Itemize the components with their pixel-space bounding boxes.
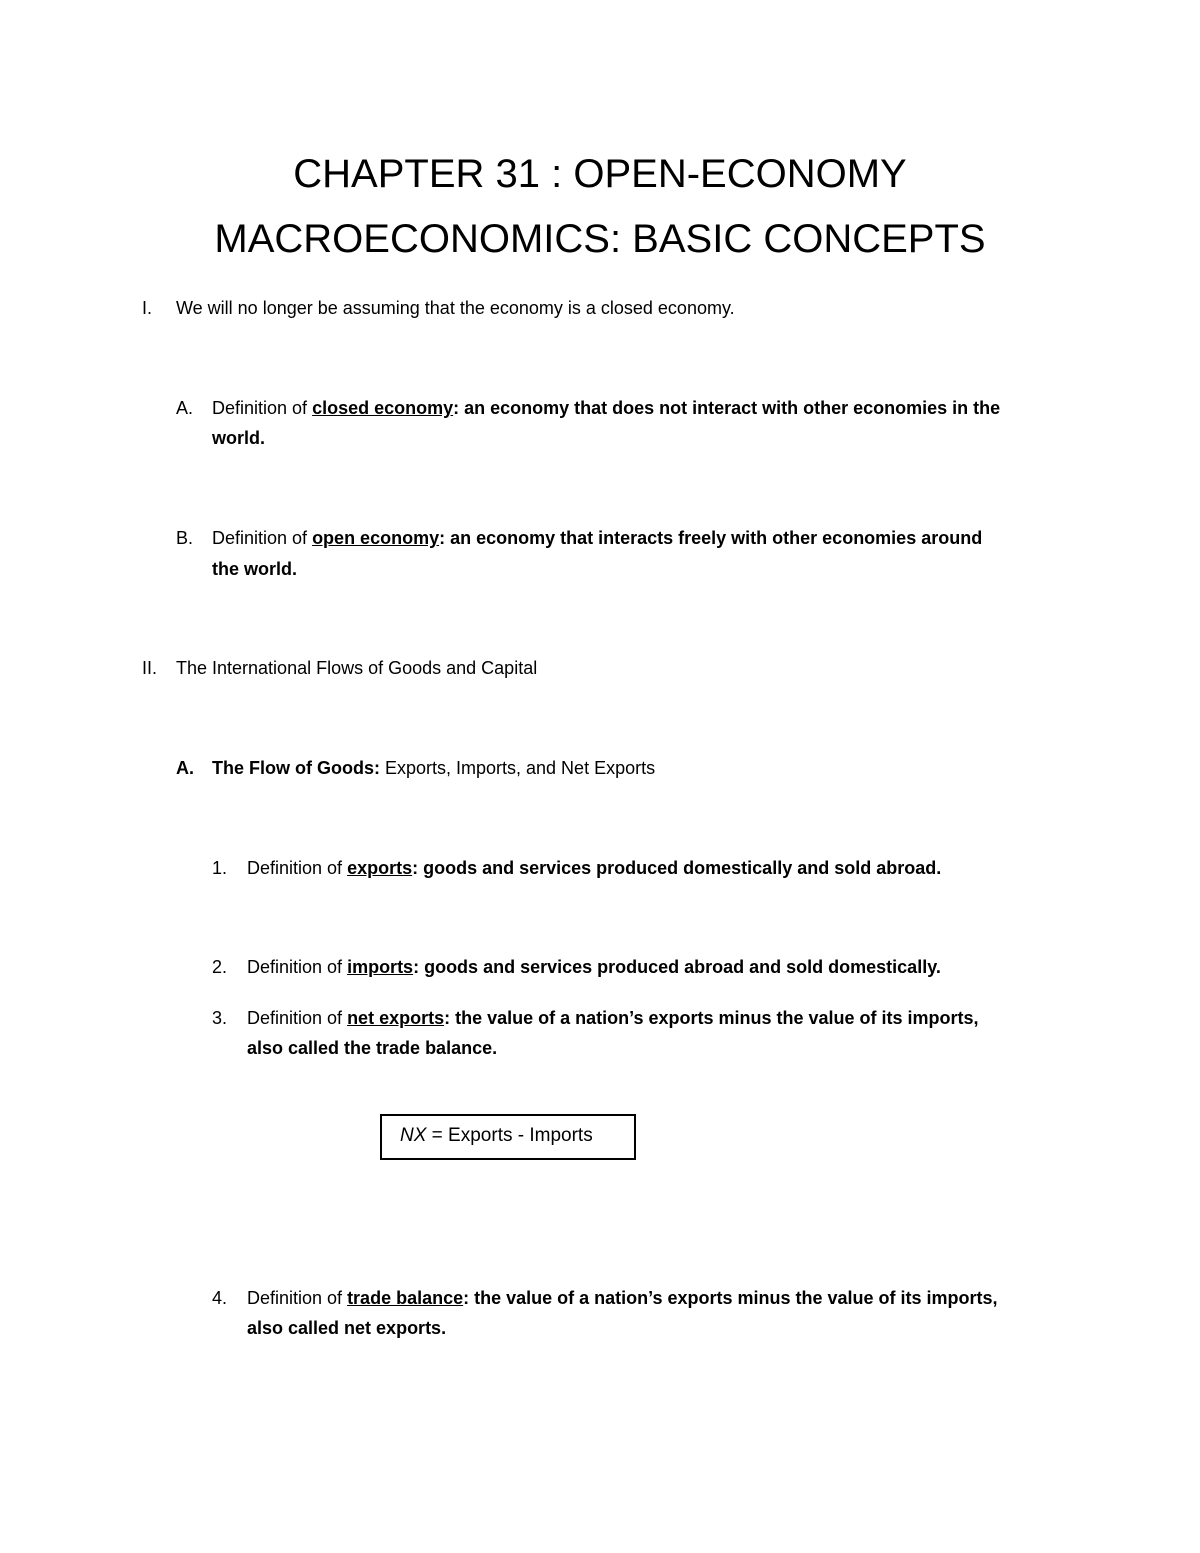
- definition-body: : an economy that interacts freely with other economies around: [439, 528, 983, 548]
- term-net-exports: net exports: [347, 1008, 445, 1028]
- definition-imports: [247, 955, 941, 979]
- formula-box: [380, 1114, 636, 1160]
- subsection-rest: Exports, Imports, and Net Exports: [379, 758, 656, 778]
- definition-net-exports-cont: also called the trade balance.: [247, 1038, 498, 1058]
- item-marker-b-open: B.: [176, 528, 194, 548]
- definition-body: : the value of a nation’s exports minus the value of its imports,: [463, 1288, 998, 1308]
- definition-prefix: Definition of: [247, 1288, 348, 1308]
- definition-prefix: Definition of: [247, 858, 348, 878]
- subsection-flow-of-goods: [212, 756, 655, 780]
- definition-exports: [247, 856, 941, 880]
- formula-expression: = Exports - Imports: [426, 1125, 593, 1146]
- definition-net-exports: [247, 1006, 979, 1030]
- term-closed-economy: closed economy: [312, 398, 454, 418]
- term-open-economy: open economy: [312, 528, 440, 548]
- definition-closed-economy-cont: world.: [212, 428, 265, 448]
- definition-body: : the value of a nation’s exports minus the value of its imports,: [444, 1008, 979, 1028]
- term-imports: imports: [347, 957, 414, 977]
- subsection-marker-a-flow: A.: [176, 758, 194, 778]
- formula-net-exports: [400, 1124, 593, 1148]
- definition-prefix: Definition of: [247, 957, 348, 977]
- item-marker-a-closed: A.: [176, 398, 194, 418]
- item-marker-1: 1.: [212, 858, 228, 878]
- term-exports: exports: [347, 858, 413, 878]
- section-marker-i: I.: [142, 298, 153, 318]
- section-marker-ii: II.: [142, 658, 158, 678]
- section-text-ii: The International Flows of Goods and Capital: [176, 658, 538, 678]
- item-marker-3: 3.: [212, 1008, 228, 1028]
- definition-prefix: Definition of: [212, 528, 313, 548]
- item-marker-4: 4.: [212, 1288, 228, 1308]
- definition-body: : goods and services produced domestically and sold abroad.: [412, 858, 942, 878]
- subsection-label: The Flow of Goods:: [212, 758, 380, 778]
- definition-closed-economy: [212, 396, 1000, 420]
- definition-trade-balance: [247, 1286, 998, 1310]
- definition-body: : goods and services produced abroad and sold domestically.: [413, 957, 941, 977]
- section-text-i: We will no longer be assuming that the economy is a closed economy.: [176, 298, 735, 318]
- term-trade-balance: trade balance: [347, 1288, 464, 1308]
- definition-open-economy-cont: the world.: [212, 559, 297, 579]
- definition-body: : an economy that does not interact with other economies in the: [453, 398, 1001, 418]
- item-marker-2: 2.: [212, 957, 228, 977]
- definition-prefix: Definition of: [212, 398, 313, 418]
- formula-variable: NX: [400, 1125, 427, 1146]
- chapter-title-line-2: MACROECONOMICS: BASIC CONCEPTS: [214, 217, 986, 261]
- definition-open-economy: [212, 526, 982, 550]
- definition-trade-balance-cont: also called net exports.: [247, 1318, 447, 1338]
- chapter-title-line-1: CHAPTER 31 : OPEN-ECONOMY: [293, 152, 907, 196]
- definition-prefix: Definition of: [247, 1008, 348, 1028]
